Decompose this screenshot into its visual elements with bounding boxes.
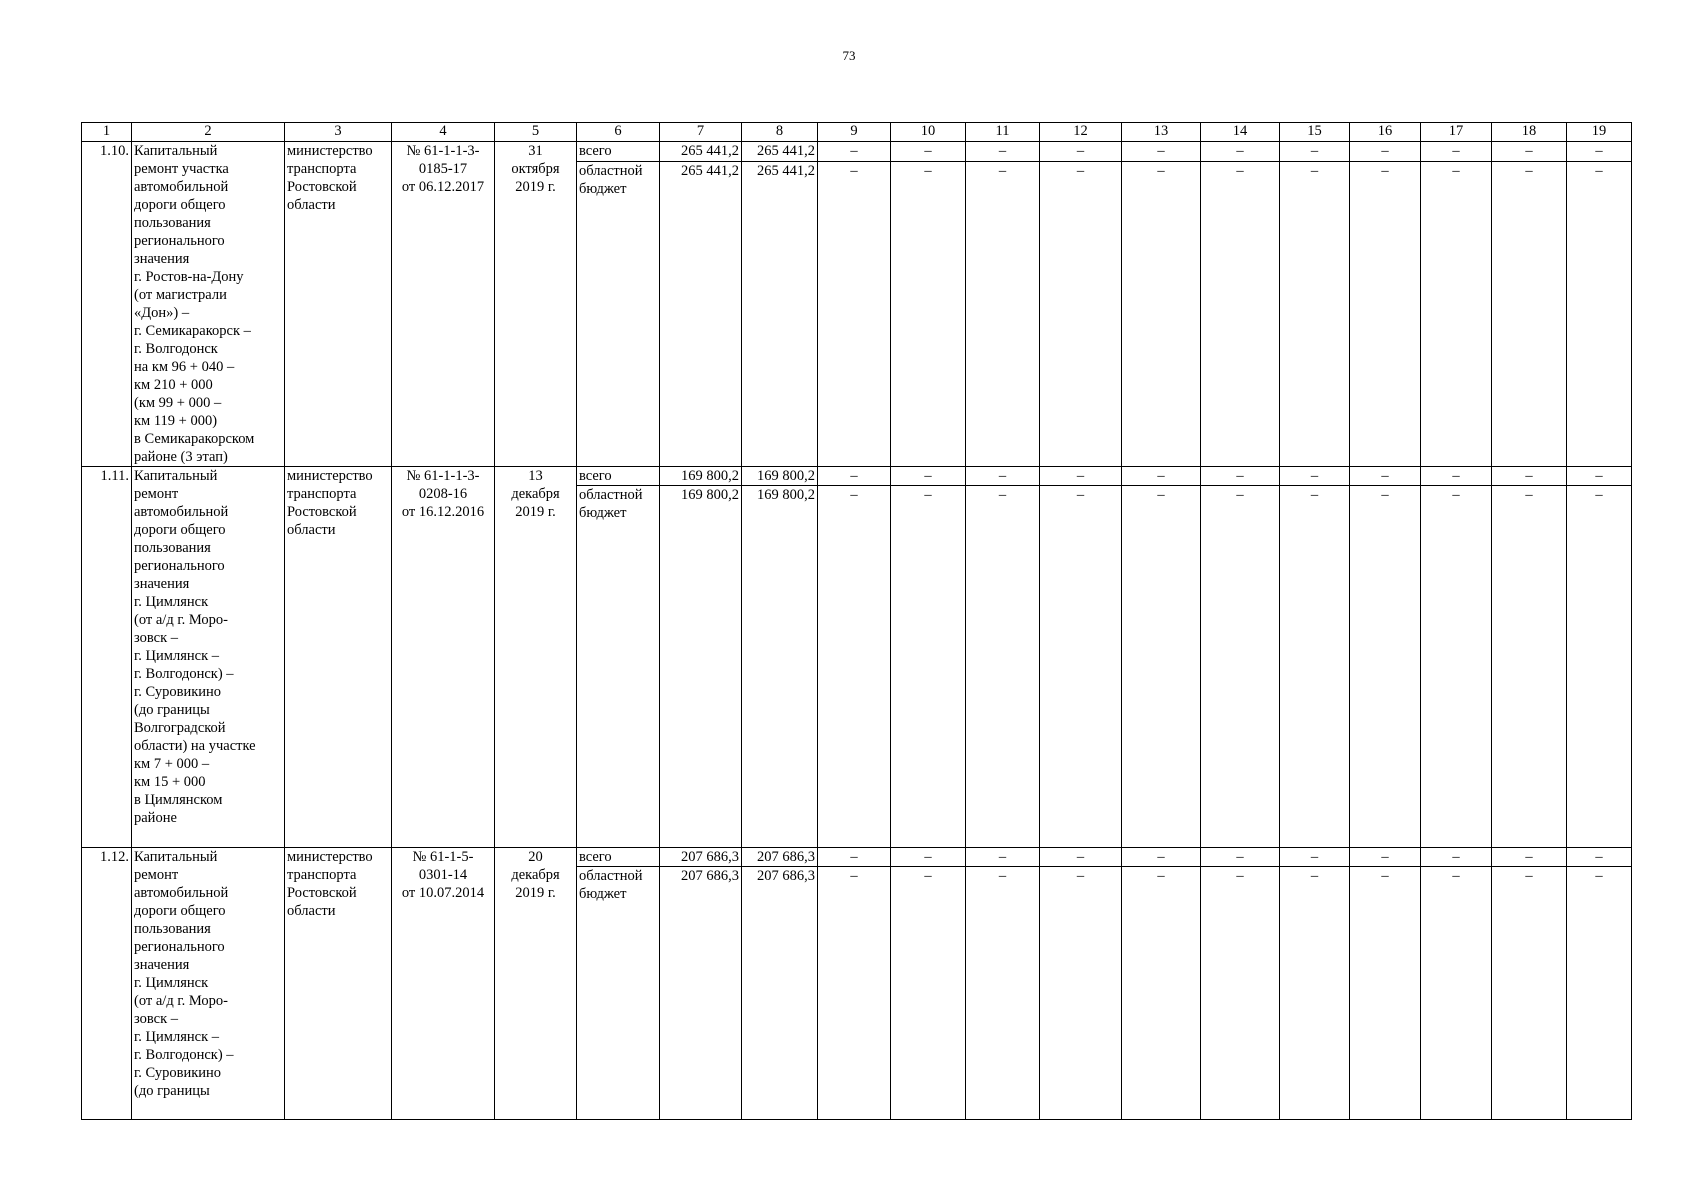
dash-cell: – [1492, 467, 1567, 486]
object-name-line: автомобильной [134, 179, 229, 195]
expertise-doc-line: от 10.07.2014 [401, 885, 485, 901]
dash-cell: – [1350, 161, 1421, 466]
dash-cell: – [1201, 161, 1280, 466]
object-name-line: (до границы [134, 1083, 210, 1099]
expertise-doc-line: 0208-16 [418, 486, 468, 502]
customer-line: министерство [287, 468, 373, 484]
dash-cell: – [1350, 467, 1421, 486]
amount-budget-col7: 265 441,2 [660, 161, 742, 466]
funding-source-budget [577, 867, 660, 1120]
object-name-line: км 15 + 000 [134, 774, 206, 790]
dash-cell: – [1280, 467, 1350, 486]
object-name-line: пользования [134, 540, 211, 556]
expertise-doc-line: 0185-17 [418, 161, 468, 177]
col-header: 1 [82, 123, 132, 142]
object-name-line: ремонт [134, 867, 179, 883]
col-header: 16 [1350, 123, 1421, 142]
completion-date-cell [495, 467, 577, 848]
object-name-line: регионального [134, 558, 225, 574]
dash-cell: – [818, 161, 891, 466]
completion-date-line: декабря [511, 486, 560, 502]
completion-date-line: 2019 г. [515, 504, 556, 520]
object-name-line: Волгоградской [134, 720, 226, 736]
expertise-doc-line: 0301-14 [418, 867, 468, 883]
object-name-line: км 7 + 000 – [134, 756, 210, 772]
dash-cell: – [1350, 867, 1421, 1120]
col-header: 14 [1201, 123, 1280, 142]
dash-cell: – [1280, 848, 1350, 867]
object-name-line: зовск – [134, 630, 179, 646]
dash-cell: – [1421, 867, 1492, 1120]
object-name-line: ремонт участка [134, 161, 229, 177]
dash-cell: – [1567, 142, 1632, 162]
col-header: 18 [1492, 123, 1567, 142]
object-name-line: г. Волгодонск [134, 341, 218, 357]
funding-source-line: бюджет [579, 886, 627, 902]
dash-cell: – [1421, 142, 1492, 162]
dash-cell: – [891, 161, 966, 466]
dash-cell: – [1280, 161, 1350, 466]
dash-cell: – [1201, 867, 1280, 1120]
object-name-line: регионального [134, 939, 225, 955]
amount-total-col8: 169 800,2 [742, 467, 818, 486]
dash-cell: – [1122, 486, 1201, 848]
amount-total-col8: 207 686,3 [742, 848, 818, 867]
dash-cell: – [1122, 848, 1201, 867]
completion-date-line: 2019 г. [515, 179, 556, 195]
dash-cell: – [1040, 142, 1122, 162]
object-name-line: г. Цимлянск [134, 594, 209, 610]
dash-cell: – [1421, 486, 1492, 848]
funding-source-budget [577, 161, 660, 466]
object-name-line: области) на участке [134, 738, 256, 754]
dash-cell: – [818, 486, 891, 848]
customer-line: области [287, 903, 336, 919]
dash-cell: – [1040, 161, 1122, 466]
col-header: 13 [1122, 123, 1201, 142]
dash-cell: – [1040, 467, 1122, 486]
dash-cell: – [1421, 161, 1492, 466]
col-header: 3 [285, 123, 392, 142]
dash-cell: – [1201, 142, 1280, 162]
amount-total-col7: 265 441,2 [660, 142, 742, 162]
completion-date-cell [495, 848, 577, 1120]
amount-total-col7: 169 800,2 [660, 467, 742, 486]
funding-source-line: областной [579, 868, 643, 884]
dash-cell: – [1567, 486, 1632, 848]
col-header: 12 [1040, 123, 1122, 142]
object-name-line: в Цимлянском [134, 792, 223, 808]
funding-source-budget [577, 486, 660, 848]
dash-cell: – [891, 848, 966, 867]
object-name-line: дороги общего [134, 522, 226, 538]
object-name-line: Капитальный [134, 143, 218, 159]
col-header: 11 [966, 123, 1040, 142]
funding-source-line: бюджет [579, 180, 627, 197]
object-name-line: значения [134, 576, 190, 592]
amount-budget-col7: 207 686,3 [660, 867, 742, 1120]
dash-cell: – [1350, 142, 1421, 162]
dash-cell: – [1567, 161, 1632, 466]
expertise-doc-line: № 61-1-1-3- [406, 143, 480, 159]
object-name-line: г. Семикаракорск – [134, 323, 251, 339]
object-name-line: (до границы [134, 702, 210, 718]
object-name-line: пользования [134, 215, 211, 231]
expertise-doc-line: № 61-1-5- [412, 849, 474, 865]
table-row [82, 467, 1632, 486]
amount-budget-col8: 169 800,2 [742, 486, 818, 848]
dash-cell: – [1492, 142, 1567, 162]
object-name-line: в Семикаракорском [134, 431, 255, 447]
dash-cell: – [891, 867, 966, 1120]
expertise-doc-cell [392, 142, 495, 467]
customer-cell [285, 848, 392, 1120]
col-header: 6 [577, 123, 660, 142]
completion-date-line: 2019 г. [515, 885, 556, 901]
customer-line: Ростовской [287, 504, 357, 520]
completion-date-line: декабря [511, 867, 560, 883]
col-header: 9 [818, 123, 891, 142]
customer-cell [285, 467, 392, 848]
dash-cell: – [891, 486, 966, 848]
object-name-line: г. Суровикино [134, 684, 222, 700]
expertise-doc-cell [392, 848, 495, 1120]
expertise-doc-cell [392, 467, 495, 848]
dash-cell: – [966, 161, 1040, 466]
dash-cell: – [891, 142, 966, 162]
object-name-line: г. Цимлянск – [134, 1029, 219, 1045]
object-name-line: Капитальный [134, 468, 218, 484]
dash-cell: – [1492, 867, 1567, 1120]
object-name-line: дороги общего [134, 903, 226, 919]
dash-cell: – [966, 467, 1040, 486]
row-number: 1.12. [82, 848, 132, 1120]
funding-source-line: областной [579, 162, 643, 179]
object-name-line: регионального [134, 233, 225, 249]
dash-cell: – [1567, 848, 1632, 867]
customer-line: транспорта [287, 161, 357, 177]
dash-cell: – [1567, 467, 1632, 486]
col-header: 8 [742, 123, 818, 142]
dash-cell: – [1350, 486, 1421, 848]
col-header: 17 [1421, 123, 1492, 142]
dash-cell: – [1492, 848, 1567, 867]
object-name-line: на км 96 + 040 – [134, 359, 235, 375]
dash-cell: – [966, 848, 1040, 867]
object-name-line: районе [134, 810, 177, 826]
dash-cell: – [966, 486, 1040, 848]
amount-budget-col7: 169 800,2 [660, 486, 742, 848]
dash-cell: – [1567, 867, 1632, 1120]
header-row [82, 123, 1632, 142]
dash-cell: – [818, 467, 891, 486]
object-name-line: (от магистрали [134, 287, 227, 303]
completion-date-line: 20 [528, 849, 543, 865]
customer-line: области [287, 197, 336, 213]
dash-cell: – [1280, 867, 1350, 1120]
dash-cell: – [818, 848, 891, 867]
customer-line: области [287, 522, 336, 538]
customer-line: Ростовской [287, 179, 357, 195]
dash-cell: – [1040, 848, 1122, 867]
row-number: 1.10. [82, 142, 132, 467]
dash-cell: – [1280, 486, 1350, 848]
object-name-line: г. Цимлянск [134, 975, 209, 991]
object-name-line: (от а/д г. Моро- [134, 612, 228, 628]
object-name-line: «Дон») – [134, 305, 190, 321]
col-header: 2 [132, 123, 285, 142]
row-number: 1.11. [82, 467, 132, 848]
funding-source-total: всего [577, 848, 660, 867]
amount-total-col8: 265 441,2 [742, 142, 818, 162]
col-header: 10 [891, 123, 966, 142]
completion-date-line: 13 [528, 468, 543, 484]
object-name-line: (от а/д г. Моро- [134, 993, 228, 1009]
funding-source-total: всего [577, 142, 660, 162]
dash-cell: – [1421, 467, 1492, 486]
col-header: 19 [1567, 123, 1632, 142]
object-name-line: автомобильной [134, 504, 229, 520]
object-name-cell [132, 848, 285, 1120]
object-name-cell [132, 467, 285, 848]
expertise-doc-line: от 16.12.2016 [401, 504, 485, 520]
object-name-line: г. Суровикино [134, 1065, 222, 1081]
expertise-doc-line: № 61-1-1-3- [406, 468, 480, 484]
object-name-cell [132, 142, 285, 467]
dash-cell: – [1040, 867, 1122, 1120]
customer-line: министерство [287, 849, 373, 865]
object-name-line: км 210 + 000 [134, 377, 213, 393]
dash-cell: – [966, 142, 1040, 162]
dash-cell: – [1350, 848, 1421, 867]
dash-cell: – [1201, 467, 1280, 486]
completion-date-line: октября [511, 161, 560, 177]
object-name-line: ремонт [134, 486, 179, 502]
customer-line: транспорта [287, 486, 357, 502]
dash-cell: – [818, 142, 891, 162]
customer-line: транспорта [287, 867, 357, 883]
object-name-line: г. Ростов-на-Дону [134, 269, 244, 285]
object-name-line: г. Волгодонск) – [134, 666, 234, 682]
dash-cell: – [1280, 142, 1350, 162]
funding-source-total: всего [577, 467, 660, 486]
dash-cell: – [1122, 161, 1201, 466]
funding-source-line: бюджет [579, 505, 627, 521]
dash-cell: – [1122, 142, 1201, 162]
col-header: 15 [1280, 123, 1350, 142]
amount-total-col7: 207 686,3 [660, 848, 742, 867]
object-name-line: значения [134, 957, 190, 973]
amount-budget-col8: 207 686,3 [742, 867, 818, 1120]
col-header: 7 [660, 123, 742, 142]
dash-cell: – [1122, 467, 1201, 486]
table-row [82, 848, 1632, 867]
amount-budget-col8: 265 441,2 [742, 161, 818, 466]
page-number: 73 [842, 48, 856, 63]
dash-cell: – [1492, 486, 1567, 848]
dash-cell: – [966, 867, 1040, 1120]
funding-source-line: областной [579, 487, 643, 503]
expertise-doc-line: от 06.12.2017 [401, 179, 485, 195]
object-name-line: Капитальный [134, 849, 218, 865]
object-name-line: пользования [134, 921, 211, 937]
customer-cell [285, 142, 392, 467]
dash-cell: – [1122, 867, 1201, 1120]
completion-date-line: 31 [528, 143, 543, 159]
completion-date-cell [495, 142, 577, 467]
program-table [81, 122, 1632, 1120]
dash-cell: – [1201, 486, 1280, 848]
object-name-line: г. Цимлянск – [134, 648, 219, 664]
dash-cell: – [1201, 848, 1280, 867]
object-name-line: км 119 + 000) [134, 413, 218, 429]
dash-cell: – [891, 467, 966, 486]
object-name-line: автомобильной [134, 885, 229, 901]
customer-line: Ростовской [287, 885, 357, 901]
col-header: 4 [392, 123, 495, 142]
dash-cell: – [1040, 486, 1122, 848]
col-header: 5 [495, 123, 577, 142]
table-row [82, 142, 1632, 162]
object-name-line: (км 99 + 000 – [134, 395, 222, 411]
object-name-line: г. Волгодонск) – [134, 1047, 234, 1063]
object-name-line: районе (3 этап) [134, 449, 228, 465]
object-name-line: зовск – [134, 1011, 179, 1027]
customer-line: министерство [287, 143, 373, 159]
object-name-line: значения [134, 251, 190, 267]
dash-cell: – [1492, 161, 1567, 466]
object-name-line: дороги общего [134, 197, 226, 213]
dash-cell: – [818, 867, 891, 1120]
dash-cell: – [1421, 848, 1492, 867]
